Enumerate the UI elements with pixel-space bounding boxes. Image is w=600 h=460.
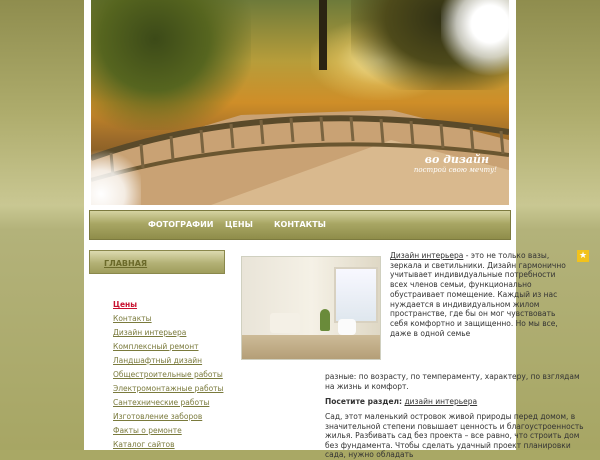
floral-ornament-bottom-left — [91, 150, 141, 205]
photo-plant — [320, 309, 330, 331]
sidebar-home-button[interactable] — [89, 250, 225, 274]
floral-ornament-top-right — [441, 0, 509, 80]
sidebar-item-contacts[interactable]: Контакты — [113, 314, 152, 323]
visit-section-line — [325, 397, 477, 406]
interior-design-link[interactable]: Дизайн интерьера — [390, 251, 464, 260]
sidebar-item-prices[interactable]: Цены — [113, 300, 138, 309]
sidebar-item-complex-repair[interactable]: Комплексный ремонт — [113, 342, 199, 351]
visit-interior-link[interactable]: дизайн интерьера — [404, 397, 478, 406]
visit-label: Посетите раздел: — [325, 397, 403, 406]
tree-trunk — [319, 0, 327, 70]
sidebar-item-repair-facts[interactable]: Факты о ремонте — [113, 426, 182, 435]
nav-item-prices[interactable]: ЦЕНЫ — [225, 220, 253, 229]
intro-paragraph — [390, 251, 570, 338]
star-icon[interactable]: ★ — [578, 251, 588, 261]
intro-paragraph-text: - это не только вазы, зеркала и светильники. Дизайн гармонично учитывает индивидуальные потребности всех членов семьи, функционально обустраивает помещение. Каждый из нас нуждается в индивидуальном жилом пространстве, где бы он мог чувствовать себя комфортно и защищенно. Но мы все, даже в одной семье — [390, 251, 566, 338]
sidebar-item-interior-design[interactable]: Дизайн интерьера — [113, 328, 187, 337]
intro-paragraph-tail: разные: по возрасту, по темпераменту, характеру, по взглядам на жизнь и комфорт. — [325, 372, 580, 391]
sidebar-item-landscape-design[interactable]: Ландшафтный дизайн — [113, 356, 203, 365]
sidebar-item-site-catalog[interactable]: Каталог сайтов — [113, 440, 175, 449]
nav-item-contacts[interactable]: КОНТАКТЫ — [274, 220, 326, 229]
nav-item-photos[interactable]: ФОТОГРАФИИ — [148, 220, 214, 229]
photo-chair — [338, 319, 356, 335]
photo-floor — [242, 335, 381, 360]
interior-photo — [241, 256, 381, 360]
photo-window — [334, 267, 378, 323]
sidebar-item-electrical-works[interactable]: Электромонтажные работы — [113, 384, 224, 393]
header-banner — [91, 0, 509, 205]
garden-paragraph: Сад, этот маленький островок живой природы перед домом, в значительной степени повышает ценность и благоустроенность жилья. Разбивать сад без проекта – все равно, что строить дом без фундамента. Чтобы сделать удачный проект планировки сада, нужно обладать — [325, 412, 584, 459]
sidebar-item-fences[interactable]: Изготовление заборов — [113, 412, 203, 421]
page-container — [84, 0, 588, 459]
top-navbar — [89, 210, 511, 240]
sidebar-item-plumbing-works[interactable]: Сантехнические работы — [113, 398, 210, 407]
header-tagline-title: во дизайн — [424, 153, 489, 166]
sidebar-home-label: ГЛАВНАЯ — [104, 259, 148, 268]
header-tagline-sub: построй свою мечту! — [413, 166, 497, 174]
photo-table — [270, 313, 300, 333]
sidebar-menu — [113, 298, 223, 452]
sidebar-item-construction-works[interactable]: Общестроительные работы — [113, 370, 223, 379]
